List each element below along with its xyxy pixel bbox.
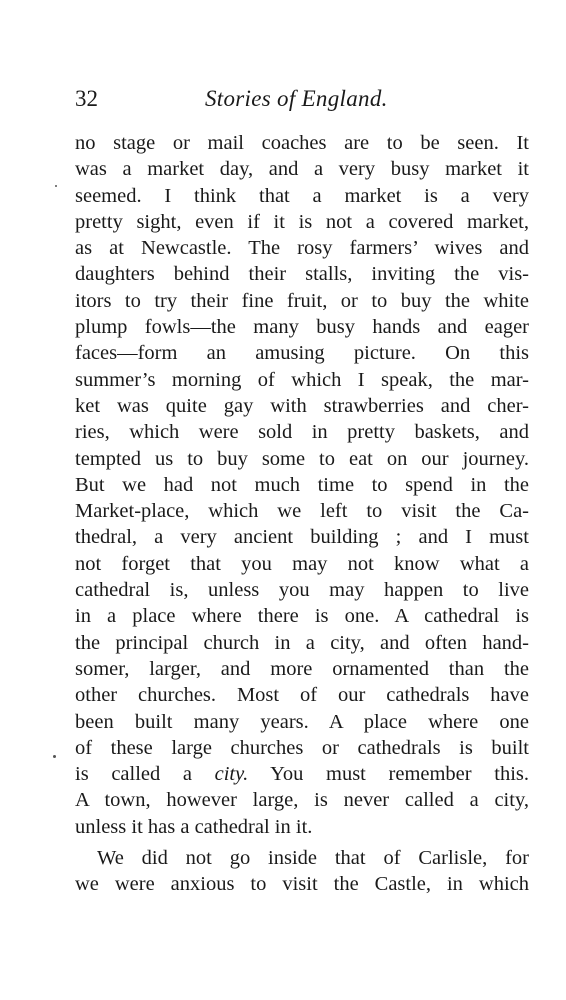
text-line: is called a city. You must remember this. (75, 763, 529, 786)
text-line: We did not go inside that of Carlisle, for (97, 847, 529, 870)
text-line: ket was quite gay with strawberries and cher- (75, 394, 529, 417)
body-text (75, 130, 529, 898)
text-line: daughters behind their stalls, inviting the vis- (75, 263, 529, 286)
text-line: thedral, a very ancient building ; and I must (75, 526, 529, 549)
page-header (75, 84, 529, 114)
text-line: plump fowls—the many busy hands and eager (75, 316, 529, 339)
page-number: 32 (75, 86, 98, 111)
text-line: summer’s morning of which I speak, the mar- (75, 368, 529, 391)
text-line: But we had not much time to spend in the (75, 473, 529, 496)
text-line: faces—form an amusing picture. On this (75, 342, 529, 365)
text-line: been built many years. A place where one (75, 710, 529, 733)
paragraph-1 (75, 130, 529, 840)
text-line: itors to try their fine fruit, or to buy the white (75, 289, 529, 312)
text-line: not forget that you may not know what a (75, 552, 529, 575)
text-line: seemed. I think that a market is a very (75, 184, 529, 207)
text-line: in a place where there is one. A cathedral is (75, 605, 529, 628)
text-line: the principal church in a city, and often hand- (75, 631, 529, 654)
text-line: unless it has a cathedral in it. (75, 815, 313, 838)
text-line: ries, which were sold in pretty baskets, and (75, 421, 529, 444)
page-speck (53, 755, 56, 758)
page-speck (55, 185, 57, 187)
text-line: pretty sight, even if it is not a covered market, (75, 210, 529, 233)
text-line: A town, however large, is never called a city, (75, 789, 529, 812)
text-line: cathedral is, unless you may happen to live (75, 579, 529, 602)
text-line: Market-place, which we left to visit the Ca- (75, 500, 529, 523)
text-line: somer, larger, and more ornamented than the (75, 657, 529, 680)
text-line: as at Newcastle. The rosy farmers’ wives and (75, 237, 529, 260)
text-line: other churches. Most of our cathedrals have (75, 684, 529, 707)
text-line: of these large churches or cathedrals is built (75, 736, 529, 759)
paragraph-2 (75, 845, 529, 898)
running-title: Stories of England. (205, 86, 388, 111)
text-line: tempted us to buy some to eat on our journey. (75, 447, 529, 470)
text-line: no stage or mail coaches are to be seen. It (75, 132, 529, 154)
text-line: we were anxious to visit the Castle, in which (75, 873, 529, 896)
text-line: was a market day, and a very busy market it (75, 158, 529, 181)
